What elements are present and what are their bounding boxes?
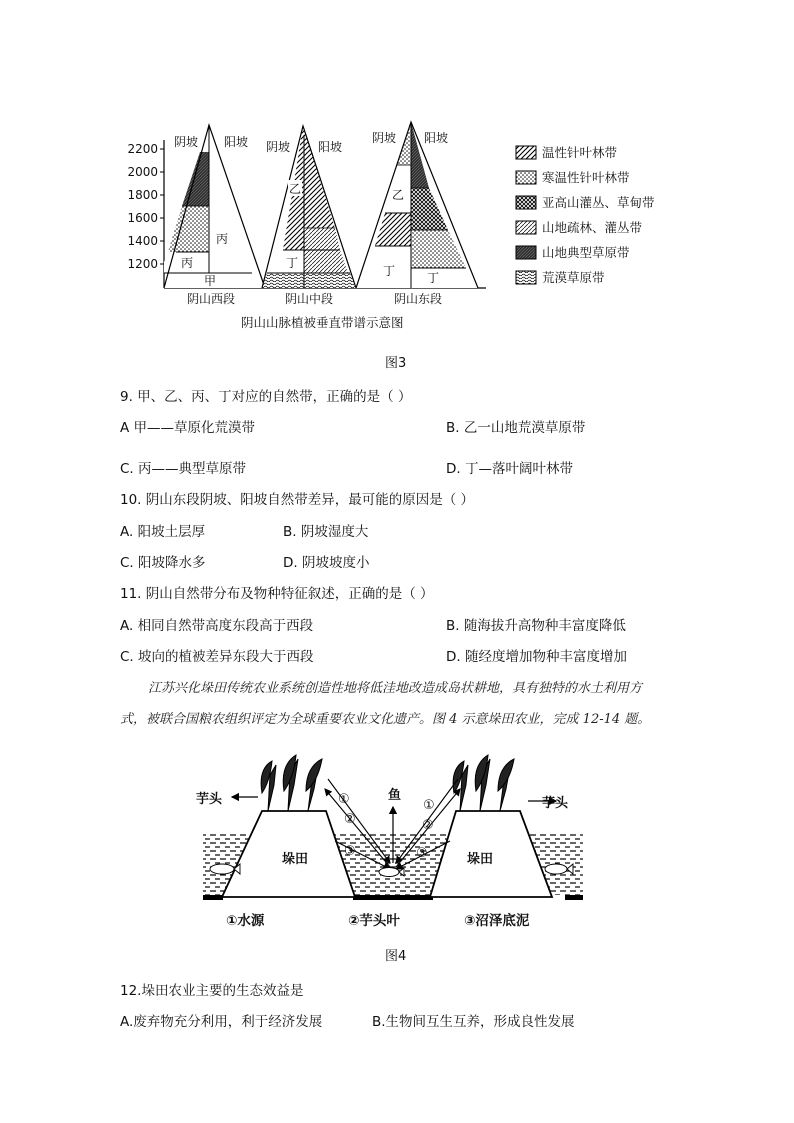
question-12-option-a: A.废弃物充分利用，利于经济发展 [120,1014,323,1030]
cycle-marker: ③ [344,844,356,859]
shade-slope-label: 阴坡 [266,140,291,154]
legend-swamp-mud: ③沼泽底泥 [464,913,530,929]
legend-label: 荒漠草原带 [542,270,605,285]
figure-4-duotian-diagram [0,745,794,940]
field-label: 垛田 [282,852,309,867]
section-name: 阴山东段 [394,292,443,306]
y-tick: 1200 [127,257,158,271]
y-tick: 1800 [127,188,158,202]
east-peak [356,122,478,288]
y-tick: 1400 [127,234,158,248]
zone-label-ding: 丁 [427,271,440,285]
question-10-option-b: B. 阴坡湿度大 [283,524,369,540]
passage-line-2: 式，被联合国粮农组织评定为全球重要农业文化遗产。图 4 示意垛田农业，完成 12-14 题。 [120,712,651,727]
cycle-marker: ② [344,812,356,827]
legend-water-source: ①水源 [226,913,265,929]
figure-3-title: 阴山山脉植被垂直带谱示意图 [241,315,404,330]
question-10-stem: 10. 阴山东段阴坡、阳坡自然带差异，最可能的原因是（ ） [120,492,475,508]
shade-slope-label: 阴坡 [174,135,199,149]
legend-label: 寒温性针叶林带 [542,170,630,185]
section-name: 阴山西段 [187,292,236,306]
legend-label: 山地典型草原带 [542,245,630,260]
cycle-marker: ② [422,818,434,833]
taro-plant-icon [453,755,514,811]
zone-label-yi: 乙 [289,182,302,196]
shade-slope-label: 阴坡 [372,131,397,145]
question-11-option-d: D. 随经度增加物种丰富度增加 [446,649,627,665]
sunny-slope-label: 阳坡 [424,131,449,145]
legend-label: 山地疏林、灌丛带 [542,220,643,235]
section-name: 阴山中段 [285,292,334,306]
question-9-stem: 9. 甲、乙、丙、丁对应的自然带，正确的是（ ） [120,389,412,405]
question-9-option-a: A 甲——草原化荒漠带 [120,420,256,436]
cycle-marker: ① [423,798,435,813]
zone-label-yi: 乙 [392,188,405,202]
question-11-option-c: C. 坡向的植被差异东段大于西段 [120,649,314,665]
sunny-slope-label: 阳坡 [224,135,249,149]
figure-3-legend [516,145,655,285]
taro-plant-icon [261,755,322,811]
y-tick: 2200 [127,142,158,156]
cycle-marker: ① [338,792,350,807]
field-label: 垛田 [467,852,494,867]
taro-output-label: 芋头 [196,792,223,807]
zone-label-bing: 丙 [216,232,229,246]
question-11-option-a: A. 相同自然带高度东段高于西段 [120,618,314,634]
cycle-marker: ③ [416,846,428,861]
question-11-option-b: B. 随海拔升高物种丰富度降低 [446,618,626,634]
zone-label-jia: 甲 [204,274,217,288]
y-tick: 2000 [127,165,158,179]
question-9-option-b: B. 乙一山地荒漠草原带 [446,420,586,436]
figure-4-caption: 图4 [385,949,407,964]
fish-label: 鱼 [388,788,402,803]
zone-label-ding: 丁 [286,256,299,270]
question-12-option-b: B.生物间互生互养，形成良性发展 [372,1014,575,1030]
question-10-option-c: C. 阳坡降水多 [120,555,206,571]
legend-label: 亚高山灌丛、草甸带 [542,195,655,210]
sunny-slope-label: 阳坡 [318,140,343,154]
question-9-option-c: C. 丙——典型草原带 [120,461,247,477]
zone-label-bing: 丙 [181,256,194,270]
question-11-stem: 11. 阴山自然带分布及物种特征叙述，正确的是（ ） [120,586,434,602]
passage-line-1: 江苏兴化垛田传统农业系统创造性地将低洼地改造成岛状耕地，具有独特的水土利用方 [148,681,643,696]
figure-3-caption: 图3 [385,356,407,371]
question-12-stem: 12.垛田农业主要的生态效益是 [120,983,304,999]
question-10-option-a: A. 阳坡土层厚 [120,524,206,540]
zone-label-ding: 丁 [383,264,396,278]
legend-taro-leaf: ②芋头叶 [348,913,400,929]
y-tick: 1600 [127,211,158,225]
legend-label: 温性针叶林带 [542,145,618,160]
figure-3-vegetation-diagram [0,0,794,340]
question-10-option-d: D. 阴坡坡度小 [283,555,370,571]
question-9-option-d: D. 丁—落叶阔叶林带 [446,461,573,477]
taro-output-label: 芋头 [542,796,569,811]
